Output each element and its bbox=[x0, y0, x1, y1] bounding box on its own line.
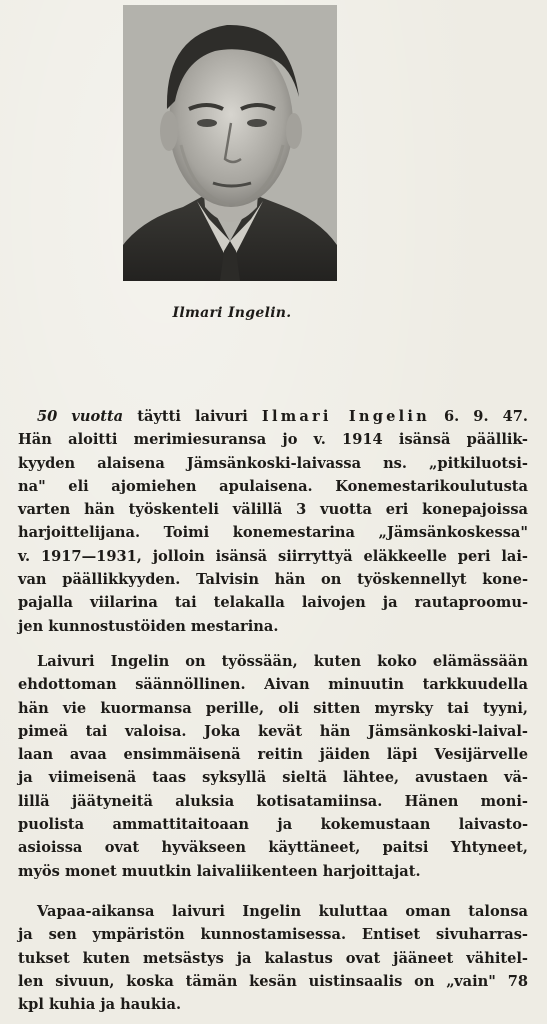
portrait-image bbox=[123, 5, 337, 281]
text-line: varten hän työskenteli välillä 3 vuotta eri konepajoissa bbox=[18, 501, 528, 519]
text-line: laan avaa ensimmäisenä reitin jäiden läpi Vesijärvelle bbox=[18, 746, 528, 764]
lead-name: Ilmari Ingelin bbox=[261, 408, 430, 425]
text-line: kyyden alaisena Jämsänkoski-laivassa ns. „pitkiluotsi- bbox=[18, 454, 528, 472]
text-line: na" eli ajomiehen apulaisena. Konemestarikoulutusta bbox=[18, 477, 528, 495]
text-line: harjoittelijana. Toimi konemestarina „Jämsänkoskessa" bbox=[18, 524, 528, 542]
text-line: asioissa ovat hyväkseen käyttäneet, paitsi Yhtyneet, bbox=[18, 839, 528, 857]
text-line: Laivuri Ingelin on työssään, kuten koko elämässään bbox=[37, 653, 528, 670]
lead-italic: 50 vuotta bbox=[37, 408, 124, 425]
text-line: ehdottoman säännöllinen. Aivan minuutin tarkkuudella bbox=[18, 676, 528, 694]
lead-text: täytti laivuri bbox=[123, 408, 262, 425]
text-line: kpl kuhia ja haukia. bbox=[18, 996, 182, 1014]
text-line: lillä jäätyneitä aluksia kotisatamiinsa. Hänen moni- bbox=[18, 792, 528, 810]
paragraph-1-lead-line bbox=[18, 405, 528, 428]
text-line: van päällikkyyden. Talvisin hän on työskennellyt kone- bbox=[18, 571, 528, 589]
paragraph-1 bbox=[18, 405, 528, 638]
text-line: pajalla viilarina tai telakalla laivojen ja rautaproomu- bbox=[18, 594, 528, 612]
text-line: len sivuun, koska tämän kesän uistinsaalis on „vain" 78 bbox=[18, 972, 528, 990]
text-line: puolista ammattitaitoaan ja kokemustaan laivasto- bbox=[18, 816, 528, 834]
text-line: tukset kuten metsästys ja kalastus ovat jääneet vähitel- bbox=[18, 949, 528, 967]
photo-caption: Ilmari Ingelin. bbox=[172, 305, 292, 321]
text-line: ja sen ympäristön kunnostamisessa. Entiset sivuharras- bbox=[18, 926, 528, 944]
text-line: jen kunnostustöiden mestarina. bbox=[18, 617, 279, 635]
paragraph-3 bbox=[18, 900, 528, 1016]
text-line: Vapaa-aikansa laivuri Ingelin kuluttaa oman talonsa bbox=[37, 903, 528, 920]
portrait-photo bbox=[123, 5, 337, 281]
text-line: ja viimeisenä taas syksyllä sieltä lähtee, avustaen vä- bbox=[18, 769, 528, 787]
text-line: myös monet muutkin laivaliikenteen harjoittajat. bbox=[18, 862, 421, 880]
text-line: Hän aloitti merimiesuransa jo v. 1914 isänsä päällik- bbox=[18, 431, 528, 449]
paragraph-2 bbox=[18, 650, 528, 883]
text-line: pimeä tai valoisa. Joka kevät hän Jämsänkoski-laival- bbox=[18, 722, 528, 740]
text-line: v. 1917—1931, jolloin isänsä siirryttyä eläkkeelle peri lai- bbox=[18, 547, 528, 565]
lead-date: 6. 9. 47. bbox=[429, 408, 528, 425]
text-line: hän vie kuormansa perille, oli sitten myrsky tai tyyni, bbox=[18, 699, 528, 717]
